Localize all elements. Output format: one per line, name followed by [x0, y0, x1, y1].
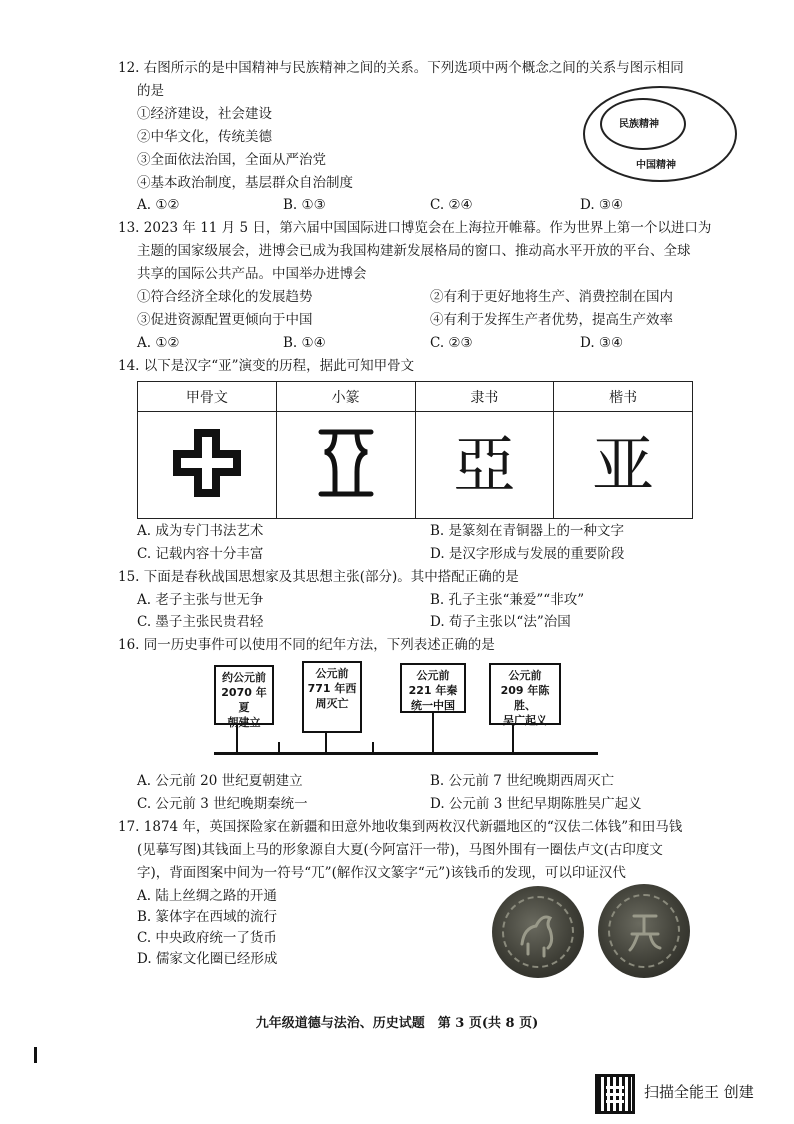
- q12-item-4: ④基本政治制度，基层群众自治制度: [137, 175, 353, 191]
- inner-ring-label: 民族精神: [619, 119, 659, 130]
- clerical-glyph-cell: [415, 412, 554, 519]
- q12-stem-line2: 的是: [137, 83, 164, 99]
- header-clerical: 隶书: [415, 382, 554, 412]
- small-seal-glyph-cell: [276, 412, 415, 519]
- event-xia-line1: 约公元前: [222, 671, 266, 684]
- q13-stem-line1: 13. 2023 年 11 月 5 日，第六届中国国际进口博览会在上海拉开帷幕。作为世界上第一个以进口为: [118, 220, 712, 236]
- q13-item-1: ①符合经济全球化的发展趋势: [137, 289, 313, 305]
- q13-item-2: ②有利于更好地将生产、消费控制在国内: [430, 289, 673, 305]
- q12-option-d[interactable]: D. ③④: [580, 197, 624, 213]
- event-qin-line2: 221 年秦: [408, 684, 458, 697]
- event-zhou-line3: 周灭亡: [315, 697, 349, 710]
- page-footer: 九年级道德与法治、历史试题 第 3 页(共 8 页): [255, 1016, 539, 1031]
- header-regular: 楷书: [554, 382, 693, 412]
- q15-option-d[interactable]: D. 荀子主张以“法”治国: [430, 614, 571, 630]
- q17-stem-line2: (见摹写图)其钱面上马的形象源自大夏(今阿富汗一带)，马图外围有一圈佉卢文(古印度文: [137, 842, 663, 858]
- table-glyph-row: [138, 412, 693, 519]
- event-box-chen-sheng: [489, 663, 561, 725]
- q15-option-b[interactable]: B. 孔子主张“兼爱”“非攻”: [430, 592, 585, 608]
- small-seal-ya-glyph: [311, 424, 381, 502]
- q15-stem: 15. 下面是春秋战国思想家及其思想主张(部分)。其中搭配正确的是: [118, 569, 519, 585]
- q17-option-c[interactable]: C. 中央政府统一了货币: [137, 930, 277, 946]
- event-zhou-line1: 公元前: [315, 667, 349, 680]
- q12-item-3: ③全面依法治国，全面从严治党: [137, 152, 326, 168]
- event-xia-line3: 朝建立: [227, 716, 261, 729]
- q17-option-a[interactable]: A. 陆上丝绸之路的开通: [137, 888, 277, 904]
- q17-stem-line3: 字)，背面图案中间为一符号“兀”(解作汉文篆字“元”)该钱币的发现，可以印证汉代: [137, 865, 626, 881]
- q13-option-b[interactable]: B. ①④: [283, 335, 326, 351]
- q15-option-c[interactable]: C. 墨子主张民贵君轻: [137, 614, 264, 630]
- q16-stem: 16. 同一历史事件可以使用不同的纪年方法，下列表述正确的是: [118, 637, 495, 653]
- timeline-stem: [512, 725, 514, 745]
- q13-option-c[interactable]: C. ②③: [430, 335, 473, 351]
- event-qin-line3: 统一中国: [411, 699, 455, 712]
- q13-stem-line3: 共享的国际公共产品。中国举办进博会: [137, 266, 367, 282]
- header-oracle-bone: 甲骨文: [138, 382, 277, 412]
- q13-stem-line2: 主题的国家级展会，进博会已成为我国构建新发展格局的窗口、推动高水平开放的平台、全球: [137, 243, 691, 259]
- q12-option-a[interactable]: A. ①②: [137, 197, 180, 213]
- oracle-bone-ya-glyph: [167, 423, 247, 503]
- q14-option-d[interactable]: D. 是汉字形成与发展的重要阶段: [430, 546, 625, 562]
- regular-ya-glyph: 亚: [592, 428, 655, 501]
- event-chen-line3: 吴广起义: [503, 714, 547, 727]
- qr-code-icon: [595, 1074, 635, 1114]
- yuan-symbol-icon: [598, 884, 690, 978]
- event-xia-line2: 2070 年夏: [221, 686, 267, 714]
- q12-option-c[interactable]: C. ②④: [430, 197, 473, 213]
- horse-icon: [492, 886, 584, 978]
- q17-option-d[interactable]: D. 儒家文化圈已经形成: [137, 951, 278, 967]
- timeline-tick: [372, 742, 374, 752]
- q14-stem: 14. 以下是汉字“亚”演变的历程，据此可知甲骨文: [118, 358, 415, 374]
- q16-option-b[interactable]: B. 公元前 7 世纪晚期西周灭亡: [430, 773, 615, 789]
- q16-option-a[interactable]: A. 公元前 20 世纪夏朝建立: [137, 773, 303, 789]
- q15-option-a[interactable]: A. 老子主张与世无争: [137, 592, 264, 608]
- event-box-xia: [214, 665, 274, 729]
- timeline-stem: [432, 713, 434, 745]
- table-header-row: [138, 382, 693, 412]
- q12-stem-line1: 12. 右图所示的是中国精神与民族精神之间的关系。下列选项中两个概念之间的关系与图示相同: [118, 60, 684, 76]
- coin-reverse-image: [598, 884, 690, 978]
- q16-option-d[interactable]: D. 公元前 3 世纪早期陈胜吴广起义: [430, 796, 642, 812]
- timeline-tick: [278, 742, 280, 752]
- regular-glyph-cell: [554, 412, 693, 519]
- q16-option-c[interactable]: C. 公元前 3 世纪晚期秦统一: [137, 796, 308, 812]
- scan-margin-mark: [34, 1047, 37, 1063]
- q17-stem-line1: 17. 1874 年，英国探险家在新疆和田意外地收集到两枚汉代新疆地区的“汉佉二体钱”和田马钱: [118, 819, 683, 835]
- q13-option-d[interactable]: D. ③④: [580, 335, 624, 351]
- event-box-western-zhou: [302, 661, 362, 733]
- event-chen-line2: 209 年陈胜、: [500, 684, 550, 712]
- event-chen-line1: 公元前: [508, 669, 542, 682]
- oracle-bone-glyph-cell: [138, 412, 277, 519]
- q13-item-4: ④有利于发挥生产者优势，提高生产效率: [430, 312, 673, 328]
- q14-option-c[interactable]: C. 记载内容十分丰富: [137, 546, 264, 562]
- q13-item-3: ③促进资源配置更倾向于中国: [137, 312, 313, 328]
- header-small-seal: 小篆: [276, 382, 415, 412]
- clerical-ya-glyph: 亞: [453, 428, 516, 501]
- timeline-stem: [325, 733, 327, 745]
- event-box-qin: [400, 663, 466, 713]
- q12-item-2: ②中华文化，传统美德: [137, 129, 272, 145]
- event-qin-line1: 公元前: [416, 669, 450, 682]
- q14-option-b[interactable]: B. 是篆刻在青铜器上的一种文字: [430, 523, 625, 539]
- q13-option-a[interactable]: A. ①②: [137, 335, 180, 351]
- coin-obverse-image: [492, 886, 584, 978]
- outer-ring-label: 中国精神: [636, 160, 676, 171]
- q12-option-b[interactable]: B. ①③: [283, 197, 326, 213]
- event-zhou-line2: 771 年西: [307, 682, 357, 695]
- q14-option-a[interactable]: A. 成为专门书法艺术: [137, 523, 264, 539]
- scanner-watermark: 扫描全能王 创建: [644, 1083, 754, 1101]
- q17-option-b[interactable]: B. 篆体字在西域的流行: [137, 909, 278, 925]
- character-evolution-table: [137, 381, 693, 519]
- q12-item-1: ①经济建设，社会建设: [137, 106, 272, 122]
- timeline-axis: [214, 752, 598, 755]
